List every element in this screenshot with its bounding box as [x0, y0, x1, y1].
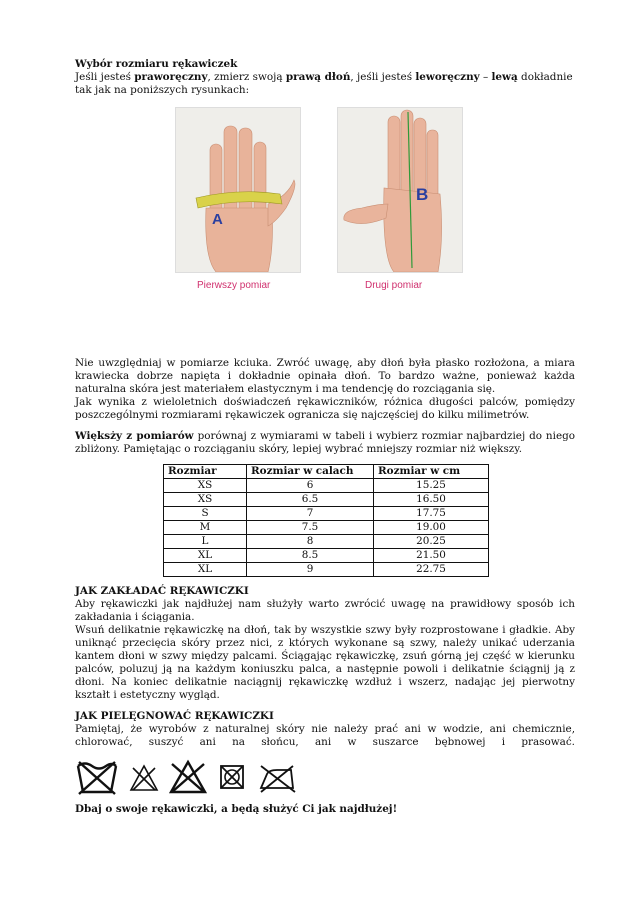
- table-row: [164, 549, 489, 563]
- cell-size: M: [164, 521, 247, 535]
- cell-size: XL: [164, 549, 247, 563]
- paragraph-wearing-intro: Aby rękawiczki jak najdłużej nam służyły warto zwrócić uwagę na prawidłowy sposób ich zakładania i ściągania.: [75, 598, 575, 623]
- closing-text: Dbaj o swoje rękawiczki, a będą służyć Ci jak najdłużej!: [75, 803, 398, 815]
- compare-bold: Więksży z pomiarów: [75, 430, 194, 442]
- intro-part: Jeśli jesteś: [75, 71, 135, 83]
- cell-cm: 21.50: [374, 549, 489, 563]
- header-size: Rozmiar: [164, 465, 247, 479]
- cell-inches: 8.5: [247, 549, 374, 563]
- table-row: [164, 521, 489, 535]
- no-iron-icon: [257, 758, 297, 796]
- header-inches: Rozmiar w calach: [247, 465, 374, 479]
- cell-inches: 7: [247, 507, 374, 521]
- table-row: [164, 507, 489, 521]
- intro-text: [75, 71, 575, 97]
- compare-rest: porównaj z wymiarami w tabeli i wybierz rozmiar najbardziej do niego zbliżony. Pamiętając o rozciąganiu skóry, lepiej wybrać mniejszy rozmiar niż większy.: [75, 430, 576, 455]
- care-icons: [75, 757, 575, 797]
- paragraph-thumb-note: Nie uwzględniaj w pomiarze kciuka. Zwróć uwagę, aby dłoń była płasko rozłożona, a miara krawiecka dobrze napięta i dokładnie opinała dłoń. To bardzo ważne, ponieważ każda naturalna skóra jest materiałem elastycznym i ma tendencję do rozciągania się.: [75, 357, 575, 395]
- cell-cm: 15.25: [374, 479, 489, 493]
- caption-first-measurement: Pierwszy pomiar: [197, 280, 271, 291]
- table-row: [164, 493, 489, 507]
- cell-cm: 16.50: [374, 493, 489, 507]
- section-title-wearing: JAK ZAKŁADAĆ RĘKAWICZKI: [75, 585, 249, 597]
- section-title-care: JAK PIELĘGNOWAĆ RĘKAWICZKI: [75, 710, 274, 722]
- cell-size: XL: [164, 563, 247, 577]
- intro-bold: lewą: [491, 71, 518, 83]
- no-bleach-icon: [129, 758, 159, 796]
- label-b: B: [416, 185, 429, 204]
- cell-size: XS: [164, 493, 247, 507]
- cell-cm: 22.75: [374, 563, 489, 577]
- cell-cm: 19.00: [374, 521, 489, 535]
- page-title: Wybór rozmiaru rękawiczek: [75, 58, 238, 70]
- photo-second-measurement: [337, 107, 463, 273]
- cell-size: XS: [164, 479, 247, 493]
- cell-inches: 6.5: [247, 493, 374, 507]
- header-cm: Rozmiar w cm: [374, 465, 489, 479]
- cell-cm: 20.25: [374, 535, 489, 549]
- cell-inches: 9: [247, 563, 374, 577]
- intro-part: , jeśli jesteś: [350, 71, 416, 83]
- table-row: [164, 563, 489, 577]
- cell-inches: 6: [247, 479, 374, 493]
- intro-part: dokładnie tak jak na poniższych rysunkach:: [75, 71, 573, 96]
- caption-second-measurement: Drugi pomiar: [365, 280, 423, 291]
- size-table: [163, 464, 489, 577]
- label-a: A: [212, 211, 223, 228]
- photo-first-measurement: [175, 107, 301, 273]
- paragraph-care: Pamiętaj, że wyrobów z naturalnej skóry nie należy prać ani w wodzie, ani chemicznie, chlorować, suszyć ani na słońcu, ani w suszarce bębnowej i prasować.: [75, 723, 575, 748]
- intro-bold: leworęczny: [415, 71, 480, 83]
- no-wash-icon: [75, 758, 119, 796]
- cell-size: L: [164, 535, 247, 549]
- document-page: [75, 58, 575, 816]
- measurement-photos: [75, 107, 575, 357]
- intro-bold: praworęczny: [134, 71, 208, 83]
- cell-size: S: [164, 507, 247, 521]
- intro-part: , zmierz swoją: [207, 71, 286, 83]
- table-row: [164, 479, 489, 493]
- paragraph-compare: [75, 430, 575, 456]
- intro-bold: prawą dłoń: [285, 71, 351, 83]
- no-tumble-dry-icon: [217, 758, 247, 796]
- table-row: [164, 535, 489, 549]
- intro-part: –: [479, 71, 492, 83]
- cell-inches: 7.5: [247, 521, 374, 535]
- cell-inches: 8: [247, 535, 374, 549]
- no-dry-clean-icon: [169, 758, 207, 796]
- cell-cm: 17.75: [374, 507, 489, 521]
- paragraph-experience: Jak wynika z wieloletnich doświadczeń rękawiczników, różnica długości palców, pomiędzy poszczególnymi rozmiarami rękawiczek ogranicza się najczęściej do kilku milimetrów.: [75, 396, 575, 421]
- table-header-row: [164, 465, 489, 479]
- paragraph-wearing-howto: Wsuń delikatnie rękawiczkę na dłoń, tak by wszystkie szwy były rozprostowane i gładkie. Aby uniknąć przecięcia skóry przez nici, z których wykonane są szwy, należy unikać uderzania kantem dłoni w szwy między palcami. Ściągając rękawiczkę, zsuń górną jej część w kierunku palców, poluzuj ją na każdym koniuszku palca, a następnie powoli i delikatnie ściągnij ją z dłoni. Na koniec delikatnie naciągnij rękawiczkę wzdłuż i wszerz, nadając jej pierwotny kształt i estetyczny wygląd.: [75, 624, 575, 701]
